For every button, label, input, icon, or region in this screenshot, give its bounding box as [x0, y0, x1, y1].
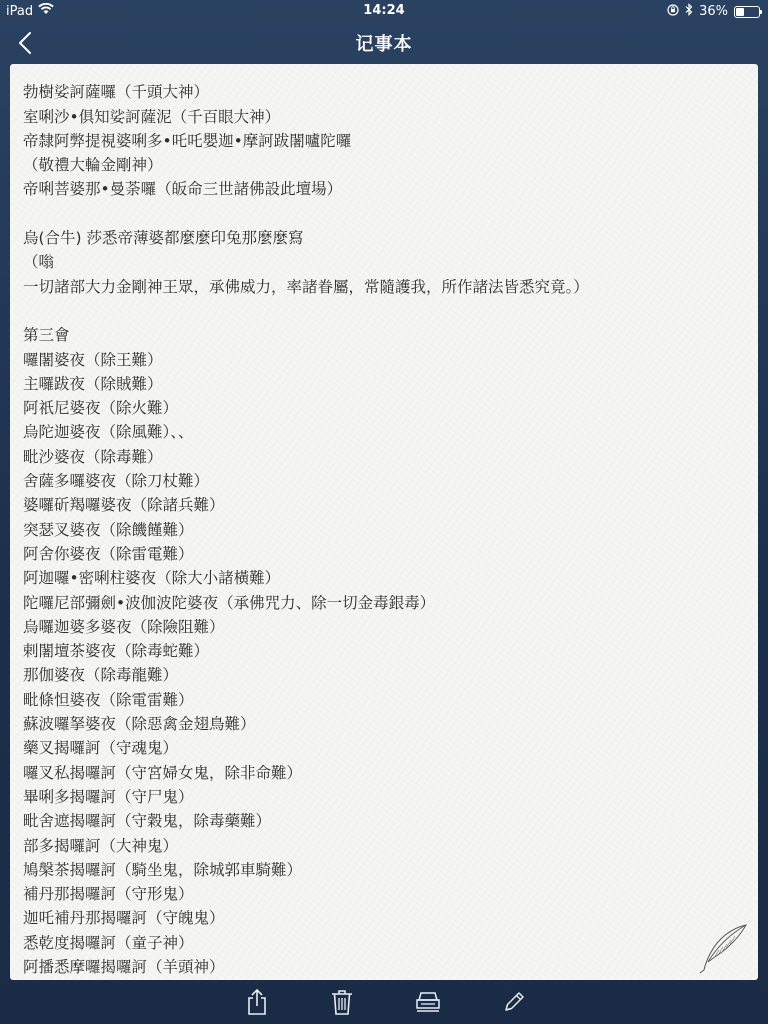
note-line: （嗡 — [23, 253, 55, 272]
battery-icon — [734, 6, 760, 18]
battery-percent: 36% — [699, 4, 728, 19]
print-icon — [415, 990, 441, 1014]
note-paper[interactable] — [10, 64, 758, 980]
note-line: 迦吒補丹那揭囉訶（守魄鬼） — [23, 909, 225, 928]
note-line: （敬禮大輪金剛神） — [23, 156, 163, 175]
note-line: 突瑟叉婆夜（除饑饉難） — [23, 520, 194, 539]
note-line: 阿迦囉•密唎柱婆夜（除大小諸橫難） — [23, 569, 281, 588]
note-line: 舍薩多囉婆夜（除刀杖難） — [23, 472, 210, 491]
bluetooth-icon — [685, 3, 693, 20]
share-button[interactable] — [241, 986, 273, 1018]
note-line: 阿祇尼婆夜（除火難） — [23, 399, 179, 418]
note-line: 阿播悉摩囉揭囉訶（羊頭神） — [23, 957, 225, 976]
note-line: 一切諸部大力金剛神王眾，承佛威力，率諸眷屬，常隨護我，所作諸法皆悉究竟。） — [23, 277, 589, 296]
note-line: 帝隸阿弊提視婆唎多•吒吒嬰迦•摩訶跋闍嚧陀囉 — [23, 131, 352, 150]
note-line: 囉叉私揭囉訶（守宮婦女鬼，除非命難） — [23, 763, 303, 782]
note-line: 藥叉揭囉訶（守魂鬼） — [23, 739, 179, 758]
note-line: 阿舍你婆夜（除雷電難） — [23, 544, 194, 563]
delete-button[interactable] — [326, 986, 358, 1018]
orientation-lock-icon — [667, 4, 679, 20]
status-bar — [0, 0, 768, 22]
note-line: 毗條怛婆夜（除電雷難） — [23, 690, 194, 709]
note-line: 鳩槃茶揭囉訶（騎坐鬼，除城郭車騎難） — [23, 860, 303, 879]
note-line: 烏(合牛) 莎悉帝薄婆都麼麼印兔那麼麼寫 — [23, 229, 304, 248]
trash-icon — [331, 989, 353, 1015]
note-line: 蘇波囉拏婆夜（除惡禽金翅鳥難） — [23, 715, 256, 734]
note-line: 主囉跋夜（除賊難） — [23, 374, 163, 393]
bottom-toolbar — [0, 980, 768, 1024]
status-right — [667, 3, 760, 20]
note-line: 第三會 — [23, 326, 70, 345]
print-button[interactable] — [412, 986, 444, 1018]
navigation-bar — [0, 22, 768, 64]
note-line: 那伽婆夜（除毒龍難） — [23, 666, 179, 685]
note-line: 烏囉迦婆多婆夜（除險阻難） — [23, 617, 225, 636]
device-label: iPad — [6, 3, 34, 19]
note-line: 剌闍壇茶婆夜（除毒蛇難） — [23, 642, 210, 661]
note-line-clipped — [23, 64, 743, 80]
note-line: 毗舍遮揭囉訶（守穀鬼，除毒藥難） — [23, 812, 272, 831]
edit-button[interactable] — [498, 986, 530, 1018]
share-icon — [245, 988, 269, 1016]
note-text-area[interactable] — [23, 64, 743, 979]
note-line: 陀囉尼部彌劍•波伽波陀婆夜（承佛咒力、除一切金毒銀毒） — [23, 593, 436, 612]
note-line: 婆囉斫羯囉婆夜（除諸兵難） — [23, 496, 225, 515]
note-line: 補丹那揭囉訶（守形鬼） — [23, 885, 194, 904]
status-time: 14:24 — [363, 3, 405, 18]
note-line: 囉闍婆夜（除王難） — [23, 350, 163, 369]
note-line: 悉乾度揭囉訶（童子神） — [23, 933, 194, 952]
note-line: 勃樹娑訶薩囉（千頭大神） — [23, 83, 210, 102]
note-line: 烏陀迦婆夜（除風難）、、 — [23, 423, 194, 442]
quill-icon — [696, 922, 750, 974]
battery-fill — [736, 8, 744, 16]
note-line: 畢唎多揭囉訶（守尸鬼） — [23, 787, 194, 806]
note-line — [23, 299, 743, 323]
pencil-icon — [502, 990, 526, 1014]
page-title: 记事本 — [355, 34, 413, 55]
note-line: 帝唎菩婆那•曼荼囉（皈命三世諸佛設此壇場） — [23, 180, 343, 199]
note-line — [23, 202, 743, 226]
note-line: 毗沙婆夜（除毒難） — [23, 447, 163, 466]
note-line: 部多揭囉訶（大神鬼） — [23, 836, 179, 855]
note-line: 室唎沙•俱知娑訶薩泥（千百眼大神） — [23, 107, 281, 126]
